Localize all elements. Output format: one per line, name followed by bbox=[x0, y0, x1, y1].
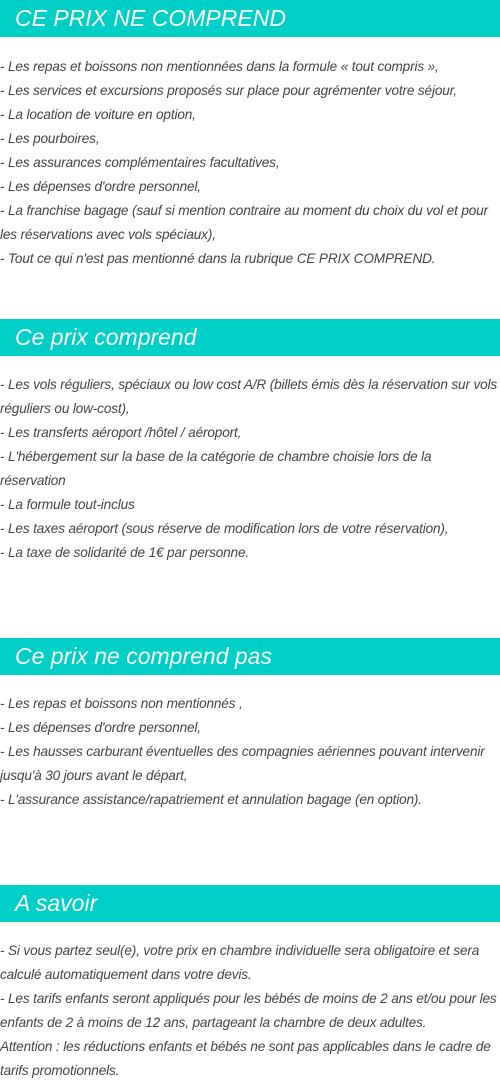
list-item: - Les assurances complémentaires facultatives, bbox=[0, 155, 280, 170]
section-header bbox=[0, 319, 500, 356]
section-title: CE PRIX NE COMPREND bbox=[15, 5, 286, 31]
list-item: - La formule tout-inclus bbox=[0, 497, 135, 512]
list-item: - L'assurance assistance/rapatriement et annulation bagage (en option). bbox=[0, 792, 422, 807]
list-item: - L'hébergement sur la base de la catégorie de chambre choisie lors de la réservation bbox=[0, 449, 432, 488]
list-item: - La franchise bagage (sauf si mention contraire au moment du choix du vol et pour les réservations avec vols spéciaux), bbox=[0, 203, 488, 242]
list-item: - Les services et excursions proposés sur place pour agrémenter votre séjour, bbox=[0, 83, 457, 98]
list-item: - Les repas et boissons non mentionnés , bbox=[0, 696, 243, 711]
list-item: Attention : les réductions enfants et bébés ne sont pas applicables dans le cadre de tarifs promotionnels. bbox=[0, 1039, 491, 1078]
list-item: - La taxe de solidarité de 1€ par personne. bbox=[0, 545, 249, 560]
list-item: - Les dépenses d'ordre personnel, bbox=[0, 720, 201, 735]
section-price-includes bbox=[0, 319, 500, 565]
section-price-excludes bbox=[0, 638, 500, 812]
section-price-excludes-uppercase bbox=[0, 0, 500, 271]
list-item: - Les taxes aéroport (sous réserve de modification lors de votre réservation), bbox=[0, 521, 449, 536]
item-list bbox=[0, 373, 500, 565]
list-item: - Tout ce qui n'est pas mentionné dans la rubrique CE PRIX COMPREND. bbox=[0, 251, 436, 266]
section-good-to-know bbox=[0, 885, 500, 1083]
list-item: - Les transferts aéroport /hôtel / aéroport, bbox=[0, 425, 242, 440]
item-list bbox=[0, 692, 500, 812]
section-header bbox=[0, 638, 500, 675]
list-item: - La location de voiture en option, bbox=[0, 107, 196, 122]
section-header bbox=[0, 0, 500, 37]
list-item: - Les repas et boissons non mentionnées dans la formule « tout compris », bbox=[0, 59, 439, 74]
list-item: - Les vols réguliers, spéciaux ou low cost A/R (billets émis dès la réservation sur vols réguliers ou low-cost), bbox=[0, 377, 498, 416]
list-item: - Les pourboires, bbox=[0, 131, 100, 146]
section-header bbox=[0, 885, 500, 922]
list-item: - Si vous partez seul(e), votre prix en chambre individuelle sera obligatoire et sera calculé automatiquement dans votre devis. bbox=[0, 943, 480, 982]
item-list bbox=[0, 939, 500, 1083]
list-item: - Les hausses carburant éventuelles des compagnies aériennes pouvant intervenir jusqu'à 30 jours avant le départ, bbox=[0, 744, 485, 783]
item-list bbox=[0, 55, 500, 271]
section-title: Ce prix comprend bbox=[15, 324, 197, 350]
list-item: - Les dépenses d'ordre personnel, bbox=[0, 179, 201, 194]
section-title: A savoir bbox=[15, 890, 98, 916]
section-title: Ce prix ne comprend pas bbox=[15, 643, 272, 669]
list-item: - Les tarifs enfants seront appliqués pour les bébés de moins de 2 ans et/ou pour les enfants de 2 à moins de 12 ans, partageant la chambre de deux adultes. bbox=[0, 991, 497, 1030]
